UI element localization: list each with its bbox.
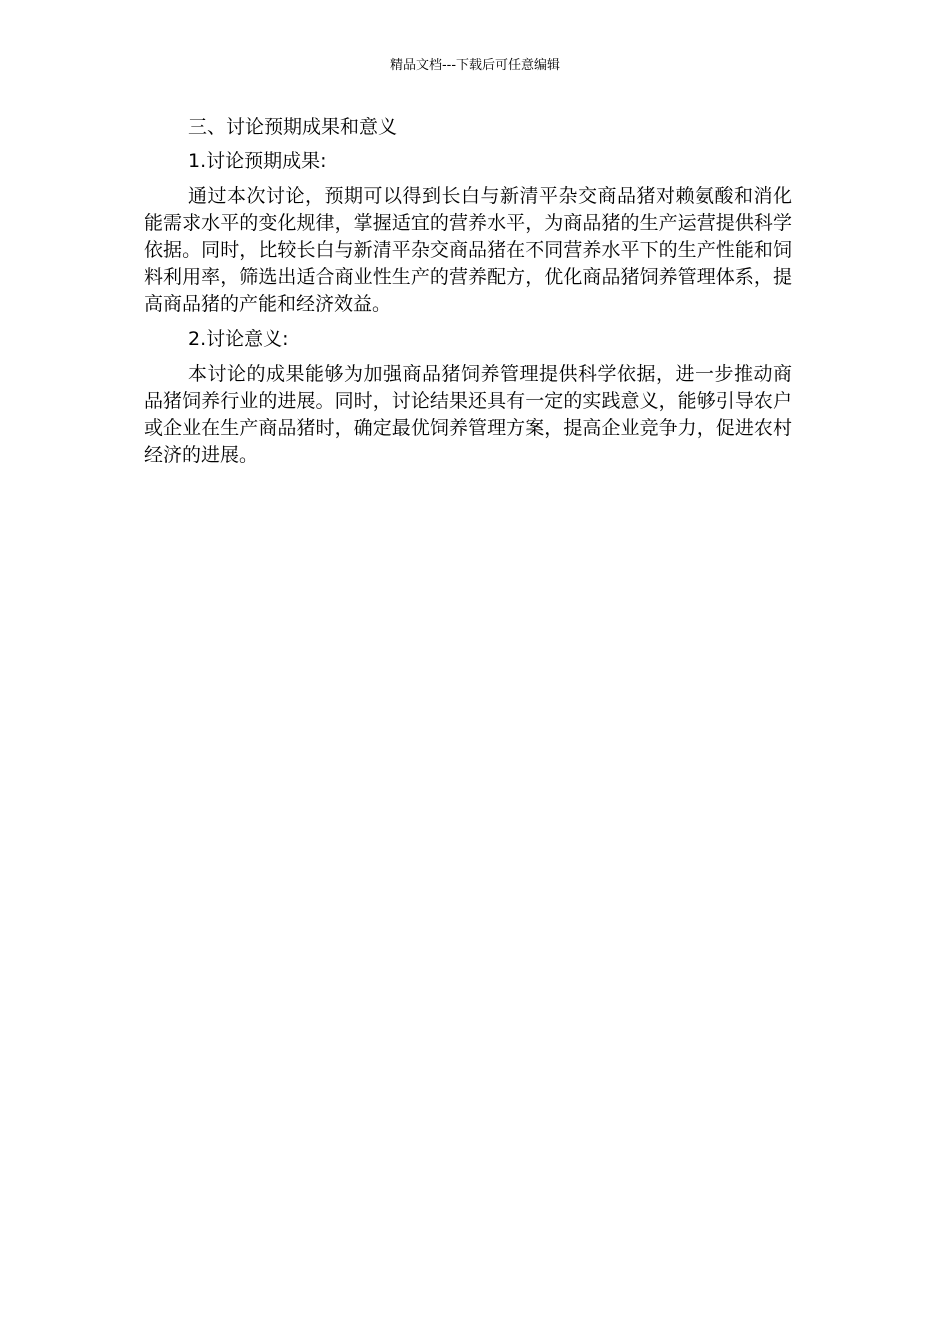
- document-body: [144, 114, 792, 477]
- paragraph-expected-results: 通过本次讨论，预期可以得到长白与新清平杂交商品猪对赖氨酸和消化能需求水平的变化规律，掌握适宜的营养水平，为商品猪的生产运营提供科学依据。同时，比较长白与新清平杂交商品猪在不同营养水平下的生产性能和饲料利用率，筛选出适合商业性生产的营养配方，优化商品猪饲养管理体系，提高商品猪的产能和经济效益。: [144, 185, 792, 315]
- subsection-title-significance: 2.讨论意义:: [188, 328, 289, 350]
- subsection-title-expected-results: 1.讨论预期成果:: [188, 150, 327, 172]
- page-header: 精品文档---下载后可任意编辑: [389, 58, 561, 73]
- section-title: 三、讨论预期成果和意义: [188, 116, 398, 138]
- paragraph-significance: 本讨论的成果能够为加强商品猪饲养管理提供科学依据，进一步推动商品猪饲养行业的进展。同时，讨论结果还具有一定的实践意义，能够引导农户或企业在生产商品猪时，确定最优饲养管理方案，提高企业竞争力，促进农村经济的进展。: [144, 363, 792, 466]
